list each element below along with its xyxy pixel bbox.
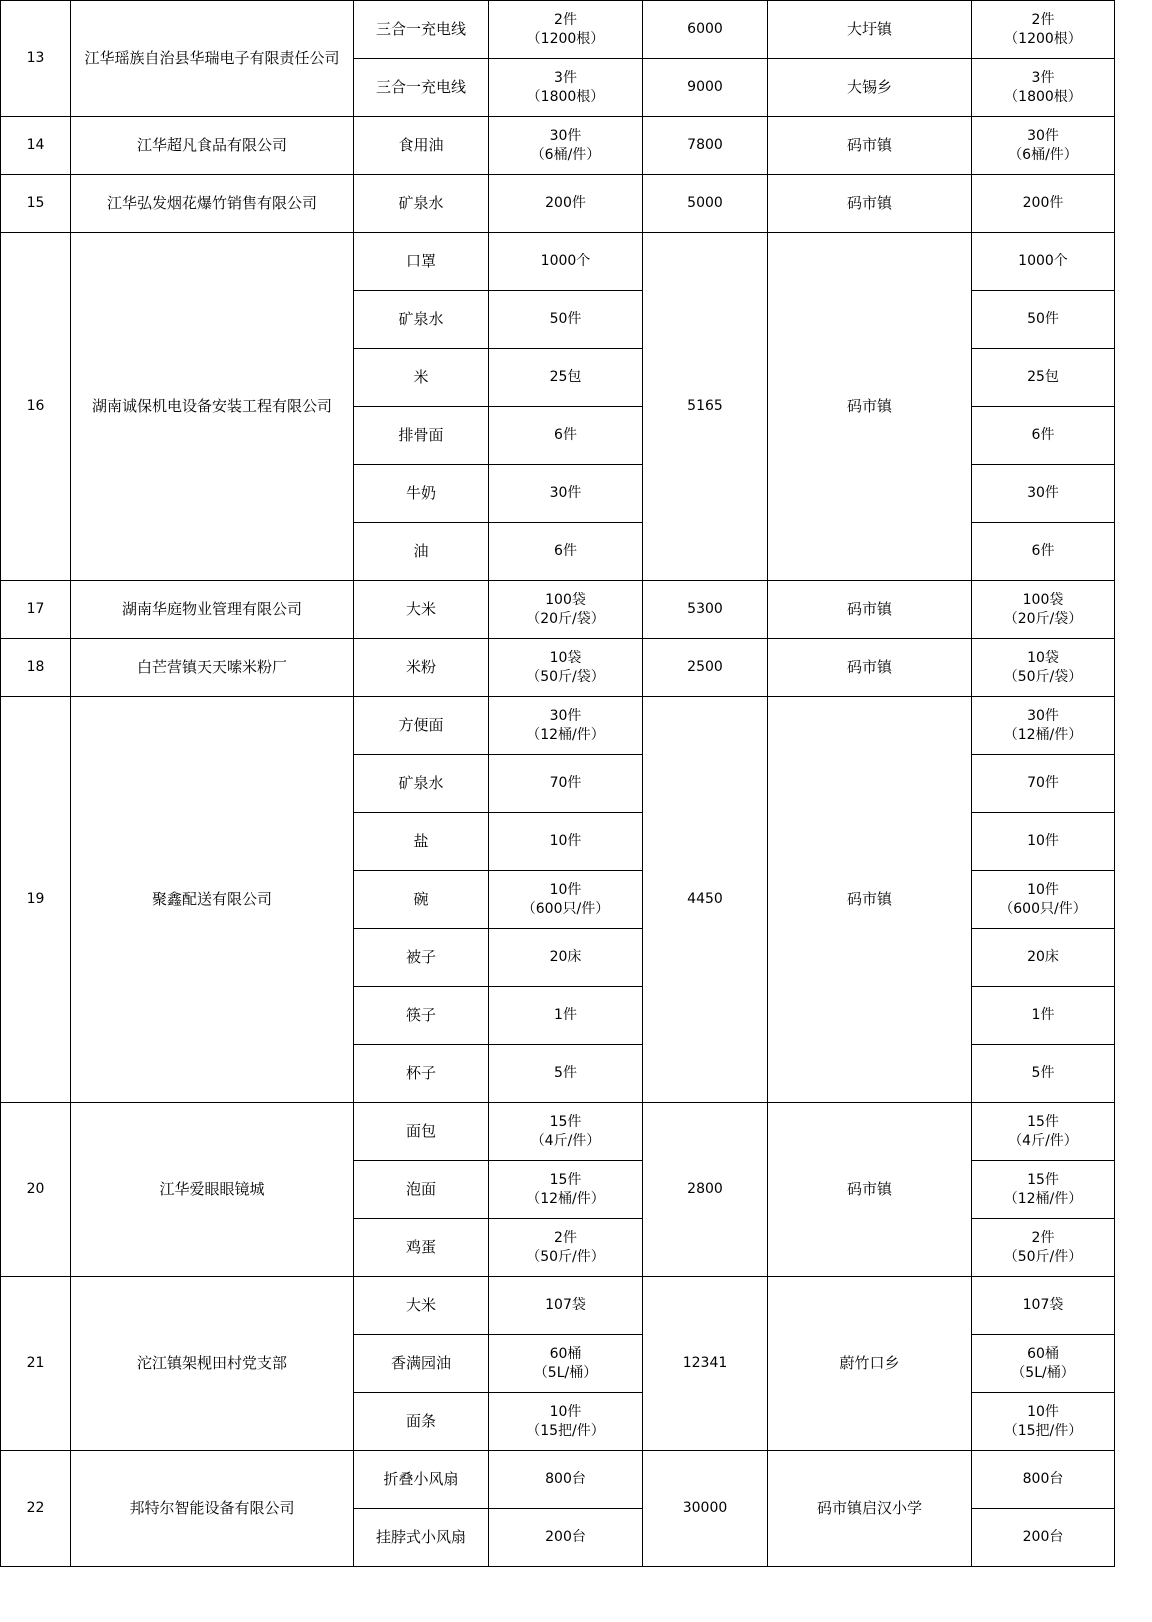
received-quantity: 2件 （1200根） [972, 1, 1115, 59]
item-quantity: 50件 [489, 291, 643, 349]
table-row [1, 1, 1115, 59]
received-quantity: 3件 （1800根） [972, 59, 1115, 117]
item-name: 方便面 [354, 697, 489, 755]
received-quantity: 100袋 （20斤/袋） [972, 581, 1115, 639]
destination: 大圩镇 [768, 1, 972, 59]
item-quantity: 30件 [489, 465, 643, 523]
item-name: 碗 [354, 871, 489, 929]
donation-amount: 9000 [643, 59, 768, 117]
received-quantity: 10件 （15把/件） [972, 1393, 1115, 1451]
received-quantity: 10件 [972, 813, 1115, 871]
item-quantity: 10件 （15把/件） [489, 1393, 643, 1451]
received-quantity: 200台 [972, 1509, 1115, 1567]
company-name: 邦特尔智能设备有限公司 [71, 1451, 354, 1567]
item-quantity: 20床 [489, 929, 643, 987]
item-name: 挂脖式小风扇 [354, 1509, 489, 1567]
received-quantity: 1000个 [972, 233, 1115, 291]
item-quantity: 200台 [489, 1509, 643, 1567]
table-row [1, 1277, 1115, 1335]
donation-amount: 2800 [643, 1103, 768, 1277]
item-quantity: 200件 [489, 175, 643, 233]
received-quantity: 10袋 （50斤/袋） [972, 639, 1115, 697]
table-row [1, 233, 1115, 291]
received-quantity: 200件 [972, 175, 1115, 233]
destination: 码市镇 [768, 1103, 972, 1277]
item-name: 鸡蛋 [354, 1219, 489, 1277]
item-name: 被子 [354, 929, 489, 987]
donation-amount: 7800 [643, 117, 768, 175]
received-quantity: 30件 （12桶/件） [972, 697, 1115, 755]
destination: 码市镇 [768, 639, 972, 697]
item-name: 牛奶 [354, 465, 489, 523]
company-name: 江华瑶族自治县华瑞电子有限责任公司 [71, 1, 354, 117]
row-number: 17 [1, 581, 71, 639]
item-quantity: 15件 （12桶/件） [489, 1161, 643, 1219]
item-name: 折叠小风扇 [354, 1451, 489, 1509]
item-quantity: 6件 [489, 407, 643, 465]
item-name: 三合一充电线 [354, 59, 489, 117]
item-quantity: 15件 （4斤/件） [489, 1103, 643, 1161]
destination: 蔚竹口乡 [768, 1277, 972, 1451]
destination: 码市镇 [768, 175, 972, 233]
item-name: 杯子 [354, 1045, 489, 1103]
item-quantity: 70件 [489, 755, 643, 813]
table-row [1, 581, 1115, 639]
row-number: 21 [1, 1277, 71, 1451]
item-quantity: 3件 （1800根） [489, 59, 643, 117]
item-name: 排骨面 [354, 407, 489, 465]
row-number: 13 [1, 1, 71, 117]
item-quantity: 100袋 （20斤/袋） [489, 581, 643, 639]
item-name: 食用油 [354, 117, 489, 175]
received-quantity: 30件 [972, 465, 1115, 523]
received-quantity: 70件 [972, 755, 1115, 813]
table-row [1, 1451, 1115, 1509]
item-name: 香满园油 [354, 1335, 489, 1393]
item-name: 米粉 [354, 639, 489, 697]
donation-amount: 30000 [643, 1451, 768, 1567]
company-name: 湖南华庭物业管理有限公司 [71, 581, 354, 639]
company-name: 江华爱眼眼镜城 [71, 1103, 354, 1277]
item-quantity: 30件 （6桶/件） [489, 117, 643, 175]
item-quantity: 10件 （600只/件） [489, 871, 643, 929]
item-quantity: 1件 [489, 987, 643, 1045]
donation-amount: 5000 [643, 175, 768, 233]
item-name: 盐 [354, 813, 489, 871]
donation-amount: 4450 [643, 697, 768, 1103]
item-name: 矿泉水 [354, 175, 489, 233]
received-quantity: 20床 [972, 929, 1115, 987]
item-name: 筷子 [354, 987, 489, 1045]
row-number: 14 [1, 117, 71, 175]
item-quantity: 2件 （1200根） [489, 1, 643, 59]
item-name: 泡面 [354, 1161, 489, 1219]
table-row [1, 1103, 1115, 1161]
received-quantity: 50件 [972, 291, 1115, 349]
destination: 码市镇 [768, 117, 972, 175]
item-quantity: 10件 [489, 813, 643, 871]
donation-amount: 12341 [643, 1277, 768, 1451]
received-quantity: 5件 [972, 1045, 1115, 1103]
donation-amount: 6000 [643, 1, 768, 59]
received-quantity: 10件 （600只/件） [972, 871, 1115, 929]
item-name: 大米 [354, 581, 489, 639]
company-name: 湖南诚保机电设备安装工程有限公司 [71, 233, 354, 581]
company-name: 沱江镇架枧田村党支部 [71, 1277, 354, 1451]
company-name: 江华弘发烟花爆竹销售有限公司 [71, 175, 354, 233]
item-quantity: 6件 [489, 523, 643, 581]
item-quantity: 60桶 （5L/桶） [489, 1335, 643, 1393]
item-quantity: 107袋 [489, 1277, 643, 1335]
table-row [1, 175, 1115, 233]
table-row [1, 697, 1115, 755]
received-quantity: 6件 [972, 523, 1115, 581]
item-name: 矿泉水 [354, 755, 489, 813]
received-quantity: 60桶 （5L/桶） [972, 1335, 1115, 1393]
destination: 大锡乡 [768, 59, 972, 117]
received-quantity: 15件 （4斤/件） [972, 1103, 1115, 1161]
row-number: 22 [1, 1451, 71, 1567]
item-name: 三合一充电线 [354, 1, 489, 59]
item-name: 大米 [354, 1277, 489, 1335]
donation-amount: 5300 [643, 581, 768, 639]
row-number: 19 [1, 697, 71, 1103]
received-quantity: 30件 （6桶/件） [972, 117, 1115, 175]
received-quantity: 15件 （12桶/件） [972, 1161, 1115, 1219]
received-quantity: 6件 [972, 407, 1115, 465]
item-name: 米 [354, 349, 489, 407]
item-quantity: 25包 [489, 349, 643, 407]
row-number: 20 [1, 1103, 71, 1277]
item-quantity: 2件 （50斤/件） [489, 1219, 643, 1277]
row-number: 15 [1, 175, 71, 233]
received-quantity: 25包 [972, 349, 1115, 407]
received-quantity: 107袋 [972, 1277, 1115, 1335]
table-row [1, 639, 1115, 697]
table-row [1, 117, 1115, 175]
item-quantity: 5件 [489, 1045, 643, 1103]
item-name: 口罩 [354, 233, 489, 291]
item-name: 面条 [354, 1393, 489, 1451]
item-quantity: 1000个 [489, 233, 643, 291]
company-name: 白芒营镇天天嗦米粉厂 [71, 639, 354, 697]
row-number: 16 [1, 233, 71, 581]
table-body [1, 1, 1115, 1567]
received-quantity: 1件 [972, 987, 1115, 1045]
item-quantity: 30件 （12桶/件） [489, 697, 643, 755]
item-name: 面包 [354, 1103, 489, 1161]
destination: 码市镇 [768, 581, 972, 639]
received-quantity: 800台 [972, 1451, 1115, 1509]
row-number: 18 [1, 639, 71, 697]
destination: 码市镇 [768, 233, 972, 581]
destination: 码市镇启汉小学 [768, 1451, 972, 1567]
item-name: 油 [354, 523, 489, 581]
donation-amount: 2500 [643, 639, 768, 697]
item-quantity: 10袋 （50斤/袋） [489, 639, 643, 697]
item-quantity: 800台 [489, 1451, 643, 1509]
item-name: 矿泉水 [354, 291, 489, 349]
company-name: 聚鑫配送有限公司 [71, 697, 354, 1103]
company-name: 江华超凡食品有限公司 [71, 117, 354, 175]
donation-amount: 5165 [643, 233, 768, 581]
received-quantity: 2件 （50斤/件） [972, 1219, 1115, 1277]
destination: 码市镇 [768, 697, 972, 1103]
